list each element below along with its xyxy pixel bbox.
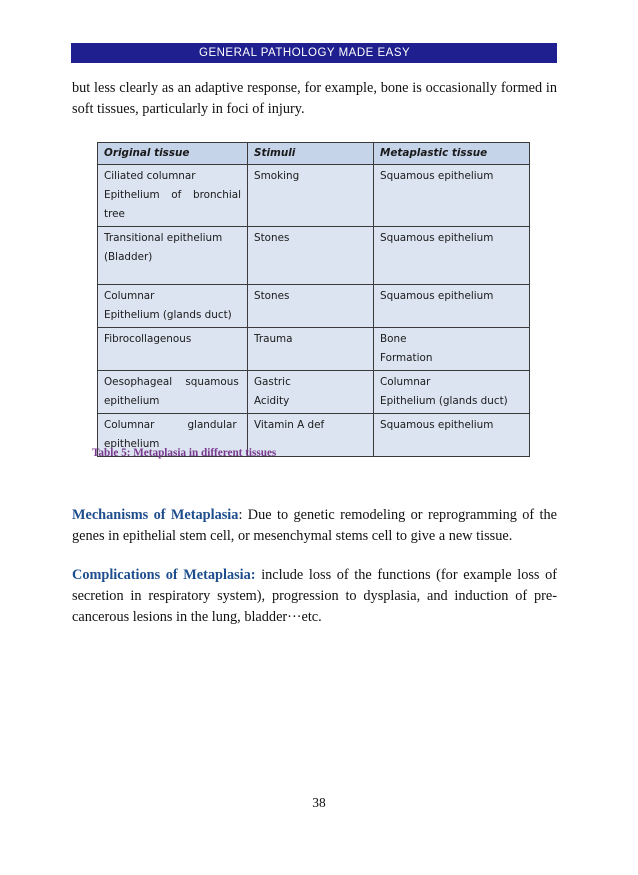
table-row (98, 227, 530, 285)
cell-line: Oesophageal squamous (104, 376, 239, 388)
cell-stimuli (248, 227, 374, 285)
table-row (98, 328, 530, 371)
cell-metaplastic (374, 285, 530, 328)
cell-line: Smoking (254, 170, 300, 182)
complications-heading: Complications of Metaplasia: (72, 567, 256, 583)
cell-metaplastic (374, 371, 530, 414)
cell-line: Squamous epithelium (380, 232, 494, 244)
cell-line: Stones (254, 232, 290, 244)
cell-line: Epithelium (glands duct) (104, 309, 232, 321)
cell-metaplastic (374, 165, 530, 227)
column-header-original: Original tissue (98, 143, 248, 165)
mechanisms-paragraph (72, 505, 557, 547)
column-header-metaplastic: Metaplastic tissue (374, 143, 530, 165)
cell-stimuli (248, 328, 374, 371)
table-row (98, 165, 530, 227)
running-header (71, 43, 557, 63)
cell-line: Trauma (254, 333, 293, 345)
cell-original (98, 227, 248, 285)
cell-line: Epithelium (glands duct) (380, 395, 508, 407)
cell-line: Epithelium of bronchial tree (104, 189, 241, 220)
cell-line: Columnar (380, 376, 431, 388)
cell-metaplastic (374, 227, 530, 285)
cell-metaplastic (374, 328, 530, 371)
mechanisms-text: : Due to genetic remodeling or reprogramming of the genes in epithelial stem cell, or mesenchymal stems cell to give a new tissue. (72, 507, 558, 544)
complications-paragraph (72, 565, 557, 628)
cell-line: Bone (380, 333, 407, 345)
cell-line: Squamous epithelium (380, 290, 494, 302)
intro-paragraph: but less clearly as an adaptive response, for example, bone is occasionally formed in soft tissues, particularly in foci of injury. (72, 80, 557, 117)
cell-stimuli (248, 165, 374, 227)
cell-line: Columnar (104, 290, 155, 302)
cell-line: Vitamin A def (254, 419, 325, 431)
cell-line: Stones (254, 290, 290, 302)
column-header-stimuli: Stimuli (248, 143, 374, 165)
cell-original (98, 285, 248, 328)
cell-original (98, 371, 248, 414)
cell-metaplastic (374, 414, 530, 457)
table-header-row (98, 143, 530, 165)
table-caption: Table 5: Metaplasia in different tissues (92, 447, 277, 459)
cell-stimuli (248, 285, 374, 328)
metaplasia-table (97, 142, 530, 457)
cell-line: Squamous epithelium (380, 170, 494, 182)
cell-original (98, 328, 248, 371)
table-row (98, 371, 530, 414)
complications-text: include loss of the functions (for example loss of secretion in respiratory system), progression to dysplasia, and induction of pre-cancerous lesions in the lung, bladder···etc. (72, 567, 557, 625)
cell-line: Columnar glandular (104, 419, 237, 431)
cell-line: Fibrocollagenous (104, 333, 192, 345)
running-header-title: GENERAL PATHOLOGY MADE EASY (199, 47, 411, 59)
cell-line: epithelium (104, 438, 160, 450)
table-row (98, 285, 530, 328)
cell-line: Squamous epithelium (380, 419, 494, 431)
page-number: 38 (312, 795, 326, 810)
cell-original (98, 165, 248, 227)
cell-line: Gastric (254, 376, 291, 388)
cell-line: Acidity (254, 395, 290, 407)
cell-line: epithelium (104, 395, 160, 407)
cell-line: (Bladder) (104, 251, 153, 263)
cell-stimuli (248, 371, 374, 414)
cell-line: Transitional epithelium (104, 232, 223, 244)
cell-line: Ciliated columnar (104, 170, 196, 182)
cell-line: Formation (380, 352, 433, 364)
mechanisms-heading: Mechanisms of Metaplasia (72, 507, 239, 523)
